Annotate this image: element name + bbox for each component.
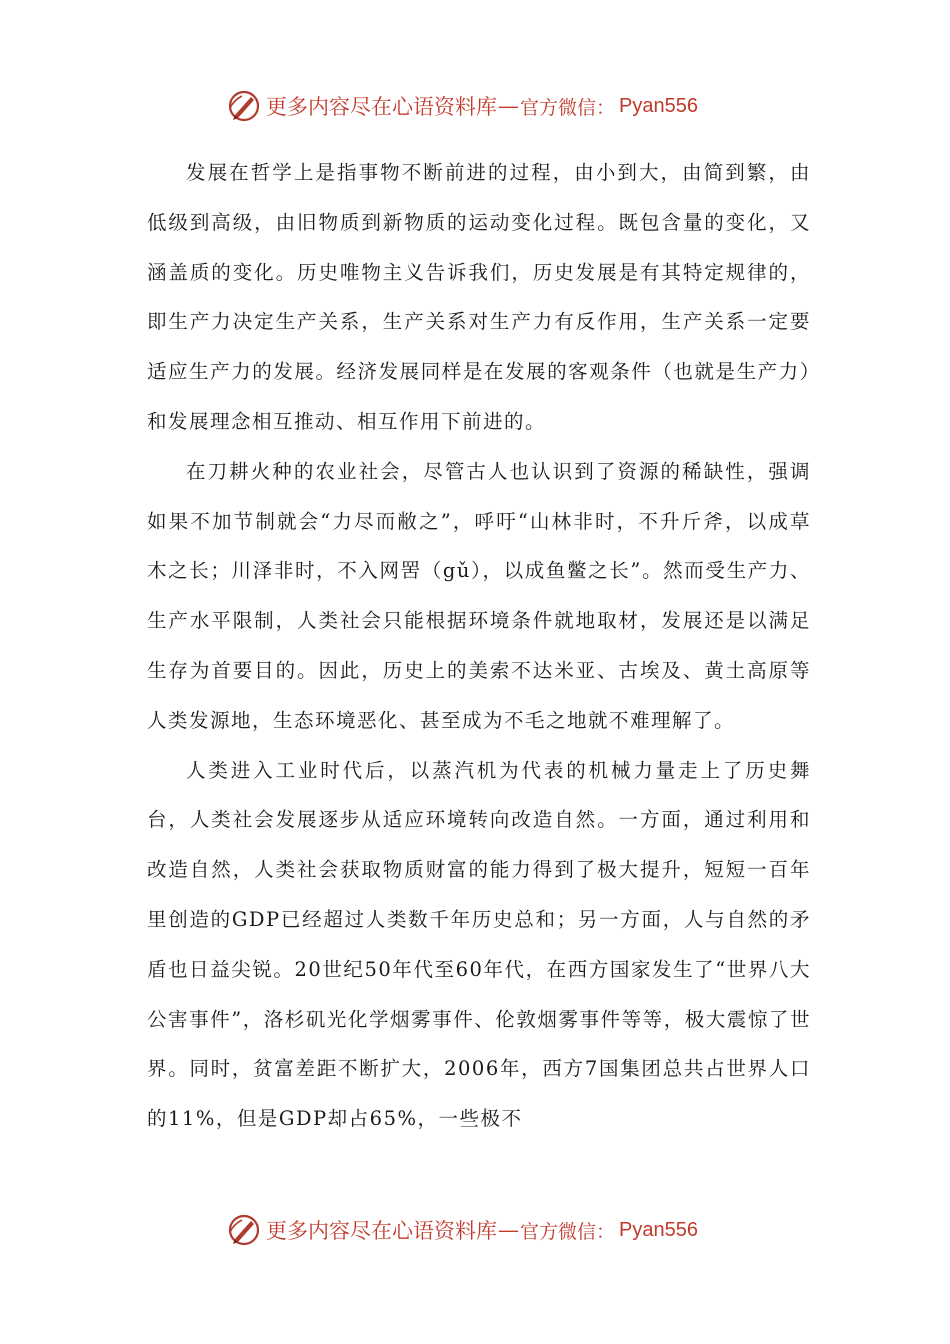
pen-logo-icon bbox=[226, 1212, 262, 1248]
header-banner bbox=[226, 86, 746, 126]
footer-wechat-label: 官方微信： bbox=[520, 1220, 616, 1243]
header-wechat-id: Pyan556 bbox=[619, 94, 698, 117]
header-site-text: 更多内容尽在心语资料库 bbox=[266, 95, 497, 119]
paragraph-1: 发展在哲学上是指事物不断前进的过程，由小到大，由简到繁，由低级到高级，由旧物质到新物质的运动变化过程。既包含量的变化，又涵盖质的变化。历史唯物主义告诉我们，历史发展是有其特定规律的，即生产力决定生产关系，生产关系对生产力有反作用，生产关系一定要适应生产力的发展。经济发展同样是在发展的客观条件（也就是生产力）和发展理念相互推动、相互作用下前进的。 bbox=[147, 161, 811, 433]
header-wechat-label: 官方微信： bbox=[520, 96, 616, 119]
document-body bbox=[147, 148, 811, 1144]
footer-dash: — bbox=[498, 1218, 519, 1242]
footer-banner bbox=[226, 1210, 746, 1250]
footer-site-text: 更多内容尽在心语资料库 bbox=[266, 1219, 497, 1243]
paragraph-2: 在刀耕火种的农业社会，尽管古人也认识到了资源的稀缺性，强调如果不加节制就会“力尽而敝之”，呼吁“山林非时，不升斤斧，以成草木之长；川泽非时，不入网罟（gǔ），以成鱼鳖之长”。然而受生产力、生产水平限制，人类社会只能根据环境条件就地取材，发展还是以满足生存为首要目的。因此，历史上的美索不达米亚、古埃及、黄土高原等人类发源地，生态环境恶化、甚至成为不毛之地就不难理解了。 bbox=[147, 459, 811, 732]
header-dash: — bbox=[498, 94, 519, 118]
paragraph-3: 人类进入工业时代后，以蒸汽机为代表的机械力量走上了历史舞台，人类社会发展逐步从适应环境转向改造自然。一方面，通过利用和改造自然，人类社会获取物质财富的能力得到了极大提升，短短一百年里创造的GDP已经超过人类数千年历史总和；另一方面，人与自然的矛盾也日益尖锐。20世纪50年代至60年代，在西方国家发生了“世界八大公害事件”，洛杉矶光化学烟雾事件、伦敦烟雾事件等等，极大震惊了世界。同时，贫富差距不断扩大，2006年，西方7国集团总共占世界人口的11%，但是GDP却占65%，一些极不 bbox=[147, 758, 811, 1131]
footer-wechat-id: Pyan556 bbox=[619, 1218, 698, 1241]
pen-logo-icon bbox=[226, 88, 262, 124]
